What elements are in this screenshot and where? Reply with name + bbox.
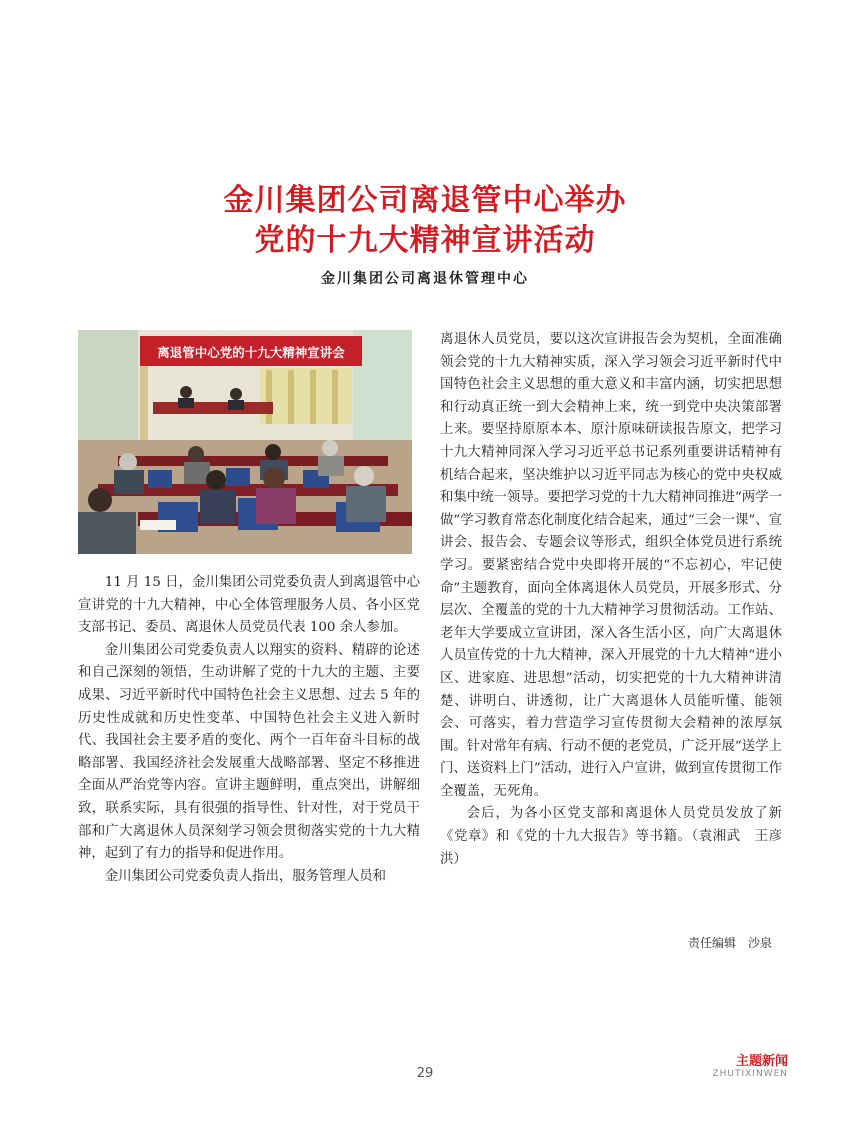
meeting-photo [78, 330, 412, 554]
right-column [440, 329, 782, 871]
paragraph-2: 金川集团公司党委负责人以翔实的资料、精辟的论述和自己深刻的领悟，生动讲解了党的十九大的主题、主要成果、习近平新时代中国特色社会主义思想、过去 5 年的历史性成就和历史性变革、中国特色社会主义进入新时代、我国社会主要矛盾的变化、两个一百年奋斗目标的战略部署、我国经济社会发展重大战略部署、坚定不移推进全面从严治党等内容。宣讲主题鲜明，重点突出，讲解细致，联系实际，具有很强的指导性、针对性，对于党员干部和广大离退休人员深刻学习领会贯彻落实党的十九大精神，起到了有力的指导和促进作用。 [78, 642, 420, 862]
brand-pinyin: ZHUTIXINWEN [712, 1069, 788, 1079]
brand-chinese: 主题新闻 [735, 1054, 788, 1069]
section-brand [712, 1054, 788, 1080]
paragraph-3: 金川集团公司党委负责人指出，服务管理人员和 [104, 868, 386, 884]
paragraph-3-continued: 离退休人员党员，要以这次宣讲报告会为契机，全面准确领会党的十九大精神实质，深入学习领会习近平新时代中国特色社会主义思想的重大意义和丰富内涵，切实把思想和行动真正统一到大会精神上来，统一到党中央决策部署上来。要坚持原原本本、原汁原味研读报告原文，把学习十九大精神同深入学习习近平总书记系列重要讲话精神有机结合起来，坚决维护以习近平同志为核心的党中央权威和集中统一领导。要把学习党的十九大精神同推进“两学一做”学习教育常态化制度化结合起来，通过“三会一课”、宣讲会、报告会、专题会议等形式，组织全体党员进行系统学习。要紧密结合党中央即将开展的“不忘初心，牢记使命”主题教育，面向全体离退休人员党员，开展多形式、分层次、全覆盖的党的十九大精神学习贯彻活动。工作站、老年大学要成立宣讲团，深入各生活小区，向广大离退休人员宣传党的十九大精神，深入开展党的十九大精神“进小区、进家庭、进思想”活动，切实把党的十九大精神讲清楚、讲明白、讲透彻，让广大离退休人员能听懂、能领会、可落实，着力营造学习宣传贯彻大会精神的浓厚氛围。针对常年有病、行动不便的老党员，广泛开展“送学上门、送资料上门”活动，进行入户宣讲，做到宣传贯彻工作全覆盖，无死角。 [440, 332, 782, 799]
paragraph-1: 11 月 15 日，金川集团公司党委负责人到离退管中心宣讲党的十九大精神，中心全体管理服务人员、各小区党支部书记、委员、离退休人员党员代表 100 余人参加。 [78, 575, 420, 636]
article-byline: 金川集团公司离退休管理中心 [321, 271, 529, 287]
editor-credit: 责任编辑 沙泉 [687, 936, 772, 950]
article-title-line-2: 党的十九大精神宣讲活动 [254, 223, 596, 258]
paragraph-4: 会后，为各小区党支部和离退休人员党员发放了新《党章》和《党的十九大报告》等书籍。（袁湘武 王彦洪） [440, 806, 782, 867]
page-number: 29 [416, 1066, 434, 1081]
banner-text: 离退管中心党的十九大精神宣讲会 [157, 345, 345, 360]
left-column [78, 572, 420, 888]
article-title-line-1: 金川集团公司离退管中心举办 [223, 183, 627, 218]
